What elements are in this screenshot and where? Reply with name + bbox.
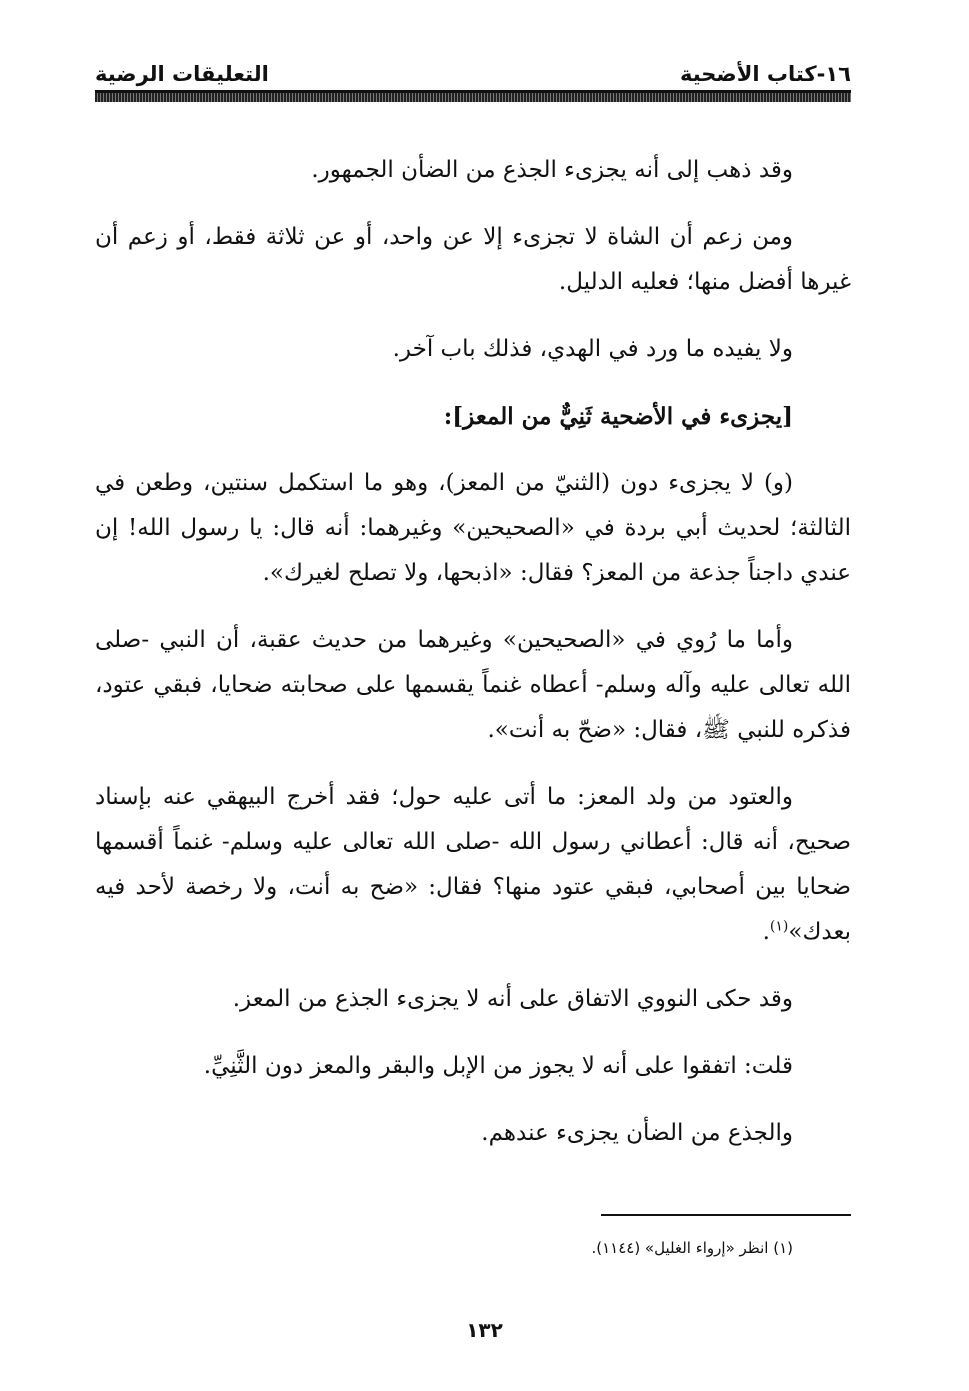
footnote-divider: [601, 1214, 851, 1216]
body-text: [95, 148, 851, 1178]
page-number: ١٣٢: [466, 1318, 503, 1342]
paragraph: ولا يفيده ما ورد في الهدي، فذلك باب آخر.: [392, 336, 793, 362]
footnote-reference: (١): [769, 918, 789, 935]
book-title: التعليقات الرضية: [95, 62, 269, 86]
paragraph: قلت: اتفقوا على أنه لا يجوز من الإبل والبقر والمعز دون الثَّنِيِّ.: [203, 1053, 793, 1079]
paragraph: (و) لا يجزىء دون (الثنيّ من المعز)، وهو ما استكمل سنتين، وطعن في الثالثة؛ لحديث أبي بردة في «الصحيحين» وغيرهما: أنه قال: يا رسول الله! إن عندي داجناً جذعة من المعز؟ فقال: «اذبحها، ولا تصلح لغيرك».: [95, 470, 851, 586]
running-header: [95, 52, 851, 86]
paragraph: [95, 775, 851, 955]
paragraph: ومن زعم أن الشاة لا تجزىء إلا عن واحد، أو عن ثلاثة فقط، أو زعم أن غيرها أفضل منها؛ فعليه الدليل.: [95, 224, 851, 295]
footnote: (١) انظر «إرواء الغليل» (١١٤٤).: [591, 1239, 793, 1257]
paragraph: والجذع من الضأن يجزىء عندهم.: [481, 1120, 793, 1146]
section-heading: [يجزىء في الأضحية ثَنِيٌّ من المعز]:: [443, 403, 793, 430]
paragraph-end-mark: .: [762, 919, 770, 945]
paragraph: وقد ذهب إلى أنه يجزىء الجذع من الضأن الجمهور.: [311, 157, 793, 183]
paragraph: وأما ما رُوي في «الصحيحين» وغيرهما من حديث عقبة، أن النبي -صلى الله تعالى عليه وآله وسلم- أعطاه غنماً يقسمها على صحابته ضحايا، فبقي عتود، فذكره للنبي ﷺ، فقال: «ضحّ به أنت».: [95, 627, 851, 743]
paragraph-text: والعتود من ولد المعز: ما أتى عليه حول؛ فقد أخرج البيهقي عنه بإسناد صحيح، أنه قال: أعطاني رسول الله -صلى الله تعالى عليه وسلم- غنماً أقسمها ضحايا بين أصحابي، فبقي عتود منها؟ فقال: «ضح به أنت، ولا رخصة لأحد فيه بعدك»: [95, 784, 851, 945]
header-rule: [95, 90, 851, 102]
paragraph: وقد حكى النووي الاتفاق على أنه لا يجزىء الجذع من المعز.: [232, 986, 793, 1012]
chapter-title: ١٦-كتاب الأضحية: [679, 62, 851, 86]
